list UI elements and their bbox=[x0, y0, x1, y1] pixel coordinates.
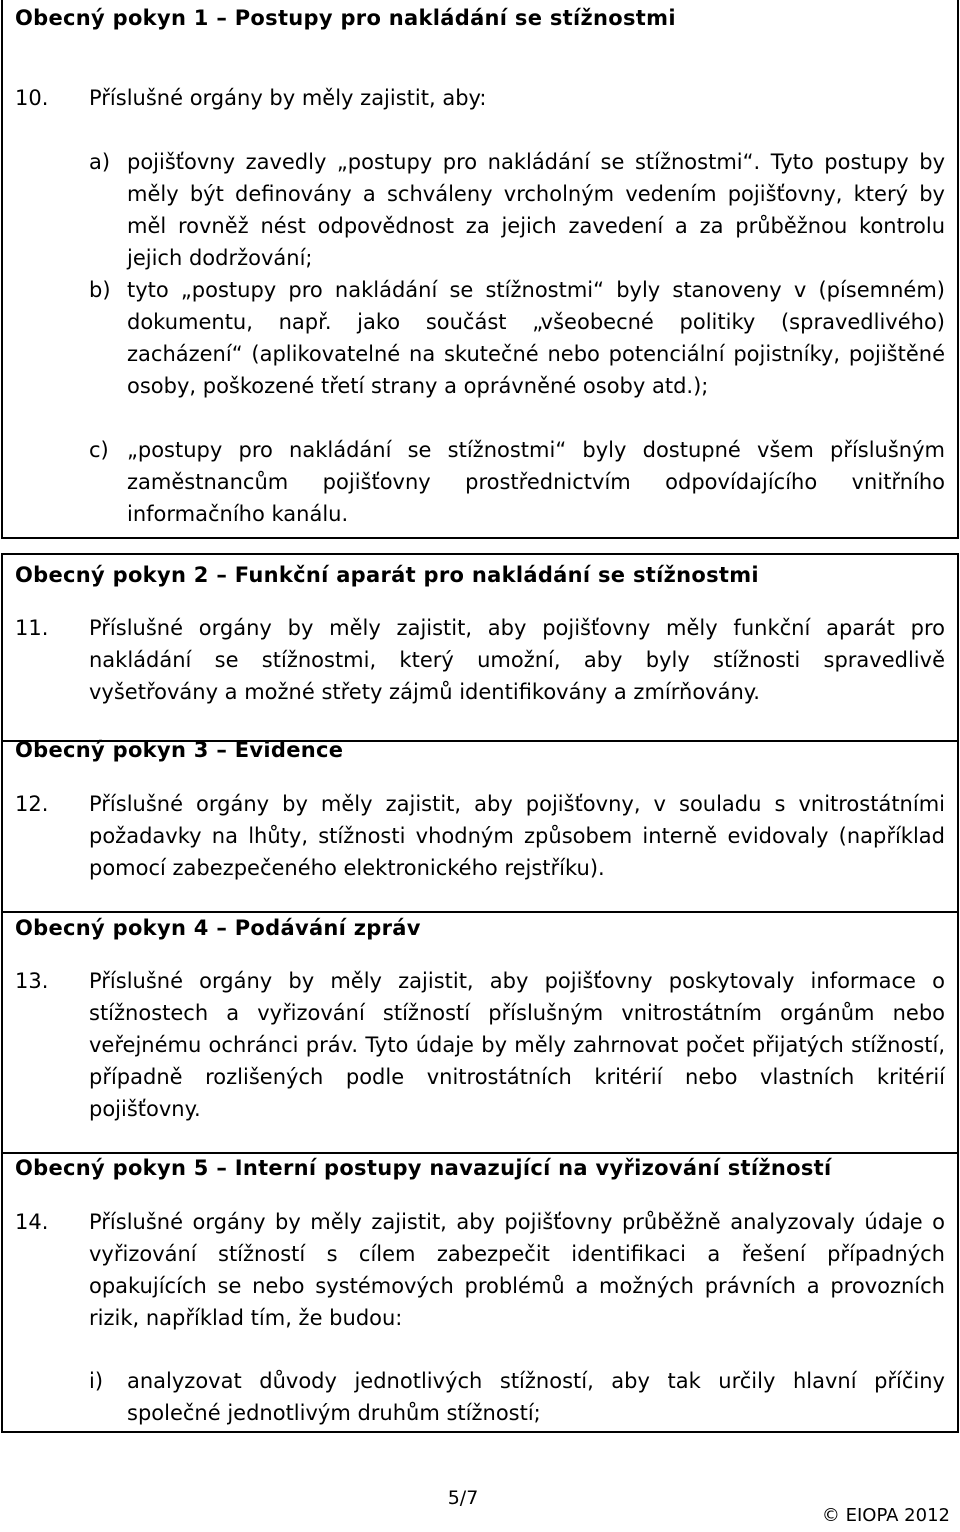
paragraph-number: 10. bbox=[15, 86, 49, 110]
paragraph-text: Příslušné orgány by měly zajistit, aby pojišťovny, v souladu s vnitrostátními požadavky na lhůty, stížnosti vhodným způsobem interně evidovaly (například pomocí zabezpečeného elektronického rejstříku). bbox=[89, 792, 945, 880]
section-guideline-4 bbox=[1, 911, 959, 1154]
list-item-label: b) bbox=[89, 278, 111, 302]
guideline-1-heading: Obecný pokyn 1 – Postupy pro nakládání se stížnostmi bbox=[15, 6, 676, 30]
paragraph-text: Příslušné orgány by měly zajistit, aby pojišťovny průběžně analyzovaly údaje o vyřizování stížností s cílem zabezpečit identifikaci a řešení případných opakujících se nebo systémových problémů a možných právních a provozních rizik, například tím, že budou: bbox=[89, 1210, 945, 1330]
list-item-c bbox=[89, 434, 945, 530]
section-guideline-1 bbox=[1, 0, 959, 539]
paragraph-10 bbox=[15, 82, 945, 114]
list-item-a bbox=[89, 146, 945, 274]
guideline-5-heading: Obecný pokyn 5 – Interní postupy navazující na vyřizování stížností bbox=[15, 1156, 832, 1180]
list-item-label: i) bbox=[89, 1369, 104, 1393]
paragraph-number: 11. bbox=[15, 616, 49, 640]
guideline-2-heading: Obecný pokyn 2 – Funkční aparát pro nakládání se stížnostmi bbox=[15, 563, 759, 587]
paragraph-number: 13. bbox=[15, 969, 49, 993]
paragraph-11 bbox=[15, 612, 945, 708]
paragraph-text: Příslušné orgány by měly zajistit, aby pojišťovny poskytovaly informace o stížnostech a vyřizování stížností příslušným vnitrostátním orgánům nebo veřejnému ochránci práv. Tyto údaje by měly zahrnovat počet přijatých stížností, případně rozlišených podle vnitrostátních kritérií nebo vlastních kritérií pojišťovny. bbox=[89, 969, 945, 1121]
page-number: 5/7 bbox=[447, 1487, 479, 1509]
list-item-text: tyto „postupy pro nakládání se stížnostmi“ byly stanoveny v (písemném) dokumentu, např. jako součást „všeobecné politiky (spravedlivého) zacházení“ (aplikovatelné na skutečné nebo potenciální pojistníky, pojištěné osoby, poškozené třetí strany a oprávněné osoby atd.); bbox=[127, 278, 945, 398]
section-guideline-5 bbox=[1, 1152, 959, 1433]
list-item-i bbox=[89, 1365, 945, 1429]
paragraph-number: 12. bbox=[15, 792, 49, 816]
section-guideline-3 bbox=[1, 738, 959, 913]
list-item-text: pojišťovny zavedly „postupy pro nakládání se stížnostmi“. Tyto postupy by měly být definovány a schváleny vrcholným vedením pojišťovny, který by měl rovněž nést odpovědnost za jejich zavedení a za průběžnou kontrolu jejich dodržování; bbox=[127, 150, 945, 270]
section-guideline-2 bbox=[1, 553, 959, 742]
paragraph-number: 14. bbox=[15, 1210, 49, 1234]
paragraph-13 bbox=[15, 965, 945, 1125]
list-item-label: a) bbox=[89, 150, 111, 174]
guideline-4-heading: Obecný pokyn 4 – Podávání zpráv bbox=[15, 916, 421, 940]
paragraph-14 bbox=[15, 1206, 945, 1334]
list-item-text: analyzovat důvody jednotlivých stížností, aby tak určily hlavní příčiny společné jednotlivým druhům stížností; bbox=[127, 1369, 945, 1425]
guideline-3-heading: Obecný pokyn 3 – Evidence bbox=[15, 738, 344, 762]
list-item-b bbox=[89, 274, 945, 402]
paragraph-text: Příslušné orgány by měly zajistit, aby: bbox=[89, 86, 487, 110]
list-item-text: „postupy pro nakládání se stížnostmi“ byly dostupné všem příslušným zaměstnancům pojišťovny prostřednictvím odpovídajícího vnitřního informačního kanálu. bbox=[127, 438, 945, 526]
paragraph-12 bbox=[15, 788, 945, 884]
paragraph-text: Příslušné orgány by měly zajistit, aby pojišťovny měly funkční aparát pro nakládání se stížnostmi, který umožní, aby byly stížnosti spravedlivě vyšetřovány a možné střety zájmů identifikovány a zmírňovány. bbox=[89, 616, 945, 704]
list-item-label: c) bbox=[89, 438, 109, 462]
copyright-notice: © EIOPA 2012 bbox=[821, 1505, 950, 1526]
